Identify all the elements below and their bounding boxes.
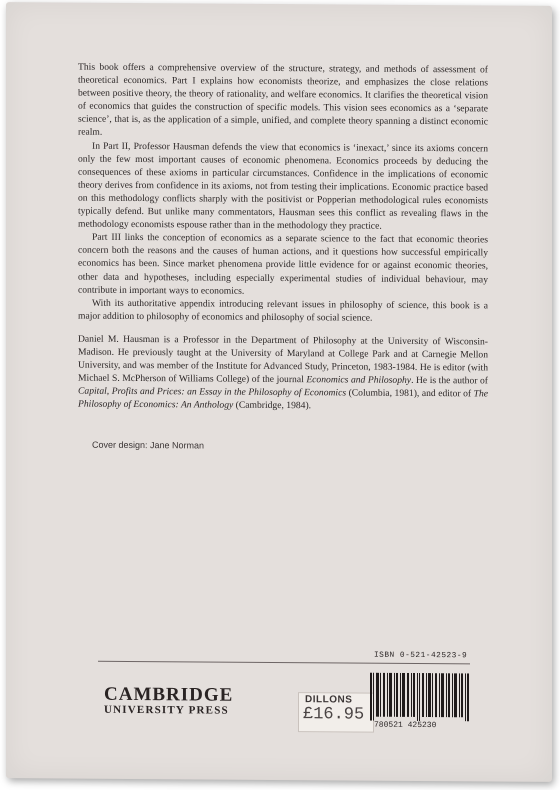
sticker-price: £16.95 <box>303 705 365 725</box>
blurb-paragraph-4: With its authoritative appendix introducing relevant issues in philosophy of science, this book is a major addition to philosophy of economics and philosophy of social science. <box>78 297 488 324</box>
bio-text-4: (Cambridge, 1984). <box>233 400 312 412</box>
blurb-paragraph-1: This book offers a comprehensive overview of the structure, strategy, and methods of assessment of theoretical economics. Part I explains how economists theorize, and emphasizes the close relations between positive theory, the theory of rationality, and welfare economics. It clarifies the theoretical vision of economics that guides the construction of specific models. This vision sees economics as a ‘separate science’, that is, as the application of a simple, unified, and complete theory spanning a distinct economic realm. <box>78 61 488 139</box>
blurb-text <box>78 61 488 414</box>
cover-design-credit: Cover design: Jane Norman <box>92 439 205 451</box>
blurb-paragraph-2: In Part II, Professor Hausman defends the view that economics is ‘inexact,’ since its axioms concern only the few most important causes of economic phenomena. Economics proceeds by deducing the consequences of these axioms in particular circumstances. Confidence in the implications of economic theory derives from confidence in its axioms, not from testing their implications. Economic practice based on this methodology conflicts sharply with the positivist or Popperian methodological rules economists typically defend. But unlike many commentators, Hausman sees this conflict as revealing flaws in the methodology economists espouse rather than in the methodology they practice. <box>78 140 488 232</box>
bio-journal: Economics and Philosophy <box>306 374 412 387</box>
bio-text-1: Daniel M. Hausman is a Professor in the Department of Philosophy at the University of Wisconsin-Madison. He previously taught at the University of Maryland at College Park and at Carnegie Mellon University, and was member of the Institute for Advanced Study, Princeton, 1983-1984. He is editor (with Michael S. McPherson of Williams College) of the journal <box>78 333 488 386</box>
bio-book-2: The Philosophy of Economics: An Anthology <box>78 388 488 412</box>
sticker-shop-name: DILLONS <box>305 694 353 706</box>
publisher-logo <box>104 685 233 718</box>
barcode-icon <box>370 673 470 722</box>
bio-text-3: (Columbia, 1981), and editor of <box>346 387 474 400</box>
isbn: ISBN 0-521-42523-9 <box>374 651 468 661</box>
book-back-cover <box>6 2 552 782</box>
price-sticker <box>298 692 374 733</box>
bio-text-2: . He is the author of <box>411 375 488 387</box>
blurb-paragraph-3: Part III links the conception of economics as a separate science to the fact that economic theories concern both the reasons and the causes of human actions, and it questions how successful empirically economics has been. Since market phenomena provide little evidence for or against economic theories, other data and hypotheses, including especially experimental studies of individual behaviour, may contribute in important ways to economics. <box>78 231 488 297</box>
publisher-name: CAMBRIDGE <box>104 683 234 706</box>
author-bio <box>78 332 488 413</box>
bio-book-1: Capital, Profits and Prices: an Essay in the Philosophy of Economics <box>78 385 347 399</box>
barcode-number: 780521 425230 <box>374 720 437 731</box>
divider-rule <box>98 661 470 665</box>
publisher-sub: UNIVERSITY PRESS <box>104 703 229 717</box>
